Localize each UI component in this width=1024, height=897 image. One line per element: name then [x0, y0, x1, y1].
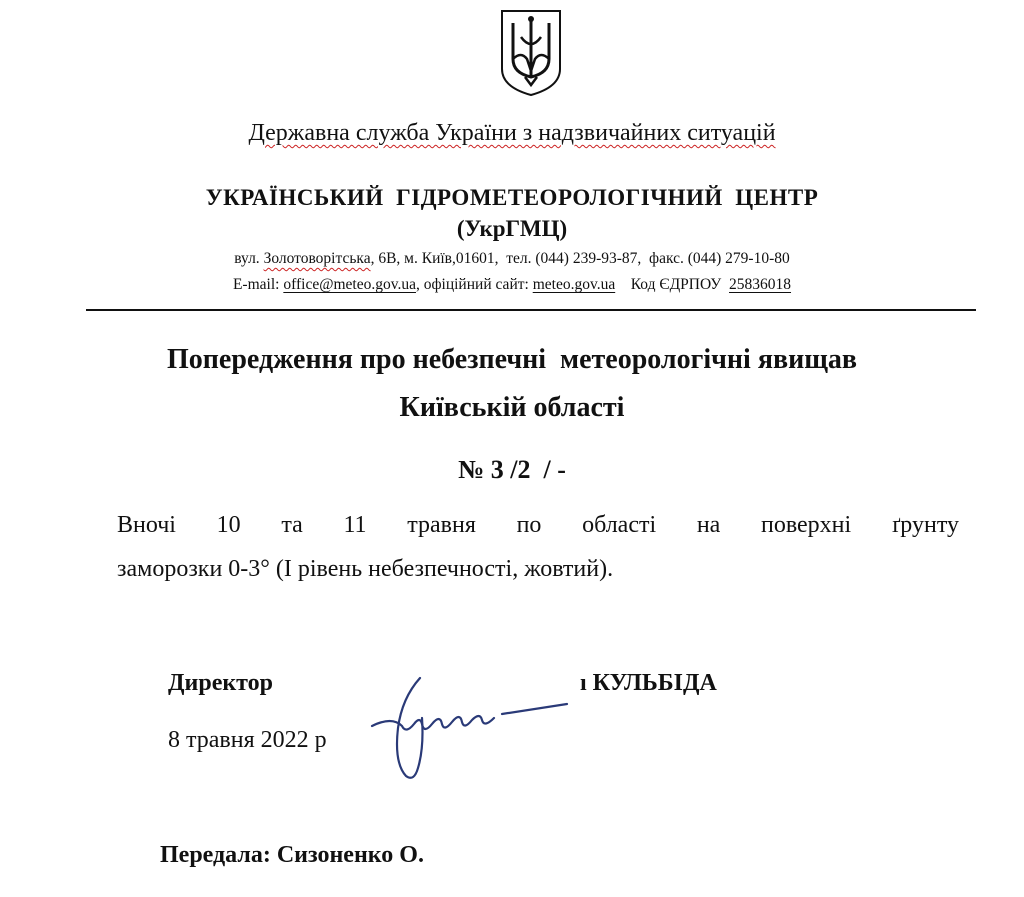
email-label: E-mail:: [232, 276, 284, 293]
center-abbreviation: (УкрГМЦ): [456, 216, 568, 241]
contacts-line: [0, 276, 1024, 294]
warning-region: Київській області: [399, 392, 625, 423]
tryzub-coat-of-arms-icon: [499, 7, 563, 97]
warning-text-line-2: заморозки 0-3° (І рівень небезпечності, жовтий).: [117, 556, 614, 582]
code-label: Код ЄДРПОУ: [615, 276, 730, 293]
edrpou-code: 25836018: [729, 276, 792, 293]
header-divider: [86, 309, 976, 311]
agency-name: [0, 120, 1024, 147]
document-date: 8 травня 2022 р: [168, 727, 327, 753]
site-link[interactable]: meteo.gov.ua: [532, 276, 616, 293]
document-number: № 3 /2 / -: [458, 455, 566, 484]
handwritten-signature: [362, 668, 582, 788]
warning-title: Попередження про небезпечні метеорологічні явищав: [166, 344, 857, 375]
director-label: Директор: [168, 670, 273, 696]
address-rest: , 6В, м. Київ,01601, тел. (044) 239-93-87, факс. (044) 279-10-80: [370, 250, 790, 267]
address-prefix: вул.: [234, 250, 264, 267]
site-label: , офіційний сайт:: [415, 276, 533, 293]
address-street: Золотоворітська: [263, 250, 371, 267]
warning-text-line-1: Вночі 10 та 11 травня по області на поверхні ґрунту: [117, 512, 959, 538]
director-name: ı КУЛЬБІДА: [580, 670, 717, 696]
sender-line: Передала: Сизоненко О.: [160, 842, 424, 868]
email-link[interactable]: office@meteo.gov.ua: [283, 276, 416, 293]
agency-name-text: Державна служба України з надзвичайних ситуацій: [248, 120, 776, 146]
center-name: УКРАЇНСЬКИЙ ГІДРОМЕТЕОРОЛОГІЧНИЙ ЦЕНТР: [205, 185, 819, 210]
address-line: [0, 250, 1024, 268]
